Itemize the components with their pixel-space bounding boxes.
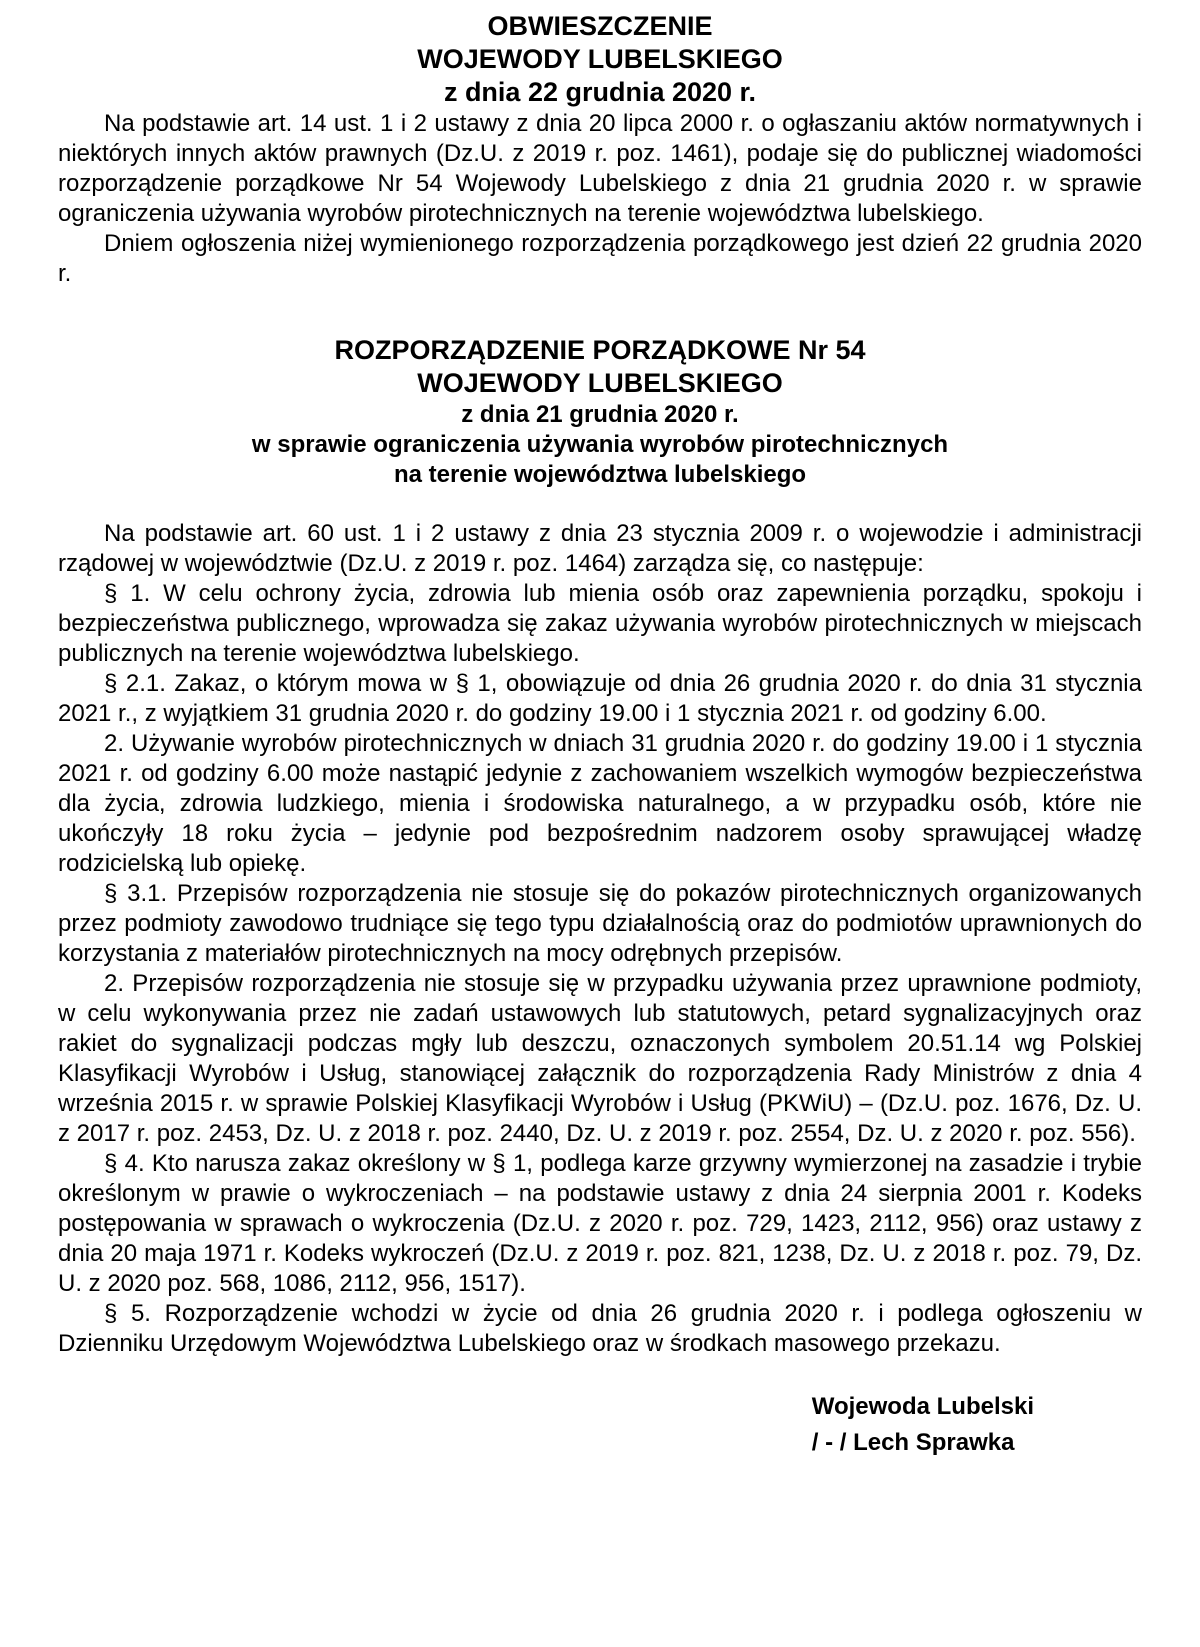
section-5: § 5. Rozporządzenie wchodzi w życie od dnia 26 grudnia 2020 r. i podlega ogłoszeniu w Dzienniku Urzędowym Województwa Lubelskiego oraz w środkach masowego przekazu. <box>58 1300 1142 1357</box>
spacer <box>58 1359 1142 1389</box>
section-2-1: § 2.1. Zakaz, o którym mowa w § 1, obowiązuje od dnia 26 grudnia 2020 r. do dnia 31 stycznia 2021 r., z wyjątkiem 31 grudnia 2020 r. do godziny 19.00 i 1 stycznia 2021 r. od godziny 6.00. <box>58 670 1142 727</box>
section-3-1: § 3.1. Przepisów rozporządzenia nie stosuje się do pokazów pirotechnicznych organizowanych przez podmioty zawodowo trudniące się tego typu działalnością oraz do podmiotów uprawnionych do korzystania z materiałów pirotechnicznych na mocy odrębnych przepisów. <box>58 880 1142 967</box>
regulation-title-line1: ROZPORZĄDZENIE PORZĄDKOWE Nr 54 <box>334 335 866 365</box>
announcement-title-line3: z dnia 22 grudnia 2020 r. <box>443 77 757 107</box>
regulation-preamble: Na podstawie art. 60 ust. 1 i 2 ustawy z dnia 23 stycznia 2009 r. o wojewodzie i administracji rządowej w województwie (Dz.U. z 2019 r. poz. 1464) zarządza się, co następuje: <box>58 520 1142 577</box>
spacer <box>58 490 1142 519</box>
regulation-title-line3: z dnia 21 grudnia 2020 r. <box>461 401 739 428</box>
signature-block <box>58 1389 1142 1461</box>
regulation-title-line2: WOJEWODY LUBELSKIEGO <box>417 368 783 398</box>
announcement-title-line1: OBWIESZCZENIE <box>487 11 713 41</box>
signature-title: Wojewoda Lubelski <box>811 1393 1034 1420</box>
announcement-paragraph-1: Na podstawie art. 14 ust. 1 i 2 ustawy z dnia 20 lipca 2000 r. o ogłaszaniu aktów normatywnych i niektórych innych aktów prawnych (Dz.U. z 2019 r. poz. 1461), podaje się do publicznej wiadomości rozporządzenie porządkowe Nr 54 Wojewody Lubelskiego z dnia 21 grudnia 2020 r. w sprawie ograniczenia używania wyrobów pirotechnicznych na terenie województwa lubelskiego. <box>58 110 1142 227</box>
regulation-title-line4: w sprawie ograniczenia używania wyrobów pirotechnicznych <box>251 431 949 458</box>
section-1: § 1. W celu ochrony życia, zdrowia lub mienia osób oraz zapewnienia porządku, spokoju i bezpieczeństwa publicznego, wprowadza się zakaz używania wyrobów pirotechnicznych w miejscach publicznych na terenie województwa lubelskiego. <box>58 580 1142 667</box>
spacer <box>58 289 1142 334</box>
announcement-paragraph-2: Dniem ogłoszenia niżej wymienionego rozporządzenia porządkowego jest dzień 22 grudnia 2020 r. <box>58 230 1142 287</box>
section-4: § 4. Kto narusza zakaz określony w § 1, podlega karze grzywny wymierzonej na zasadzie i trybie określonym w prawie o wykroczeniach – na podstawie ustawy z dnia 24 sierpnia 2001 r. Kodeks postępowania w sprawach o wykroczenia (Dz.U. z 2020 r. poz. 729, 1423, 2112, 956) oraz ustawy z dnia 20 maja 1971 r. Kodeks wykroczeń (Dz.U. z 2019 r. poz. 821, 1238, Dz. U. z 2018 r. poz. 79, Dz. U. z 2020 poz. 568, 1086, 2112, 956, 1517). <box>58 1150 1142 1297</box>
announcement-title-line2: WOJEWODY LUBELSKIEGO <box>417 44 783 74</box>
section-2-2: 2. Używanie wyrobów pirotechnicznych w dniach 31 grudnia 2020 r. do godziny 19.00 i 1 stycznia 2021 r. od godziny 6.00 może nastąpić jedynie z zachowaniem wszelkich wymogów bezpieczeństwa dla życia, zdrowia ludzkiego, mienia i środowiska naturalnego, a w przypadku osób, które nie ukończyły 18 roku życia – jedynie pod bezpośrednim nadzorem osoby sprawującej władzę rodzicielską lub opiekę. <box>58 730 1142 877</box>
signature-name: / - / Lech Sprawka <box>811 1429 1015 1456</box>
regulation-title-line5: na terenie województwa lubelskiego <box>393 461 807 488</box>
section-3-2: 2. Przepisów rozporządzenia nie stosuje się w przypadku używania przez uprawnione podmioty, w celu wykonywania przez nie zadań ustawowych lub statutowych, petard sygnalizacyjnych oraz rakiet do sygnalizacji podczas mgły lub deszczu, oznaczonych symbolem 20.51.14 wg Polskiej Klasyfikacji Wyrobów i Usług, stanowiącej załącznik do rozporządzenia Rady Ministrów z dnia 4 września 2015 r. w sprawie Polskiej Klasyfikacji Wyrobów i Usług (PKWiU) – (Dz.U. poz. 1676, Dz. U. z 2017 r. poz. 2453, Dz. U. z 2018 r. poz. 2440, Dz. U. z 2019 r. poz. 2554, Dz. U. z 2020 r. poz. 556). <box>58 970 1142 1147</box>
